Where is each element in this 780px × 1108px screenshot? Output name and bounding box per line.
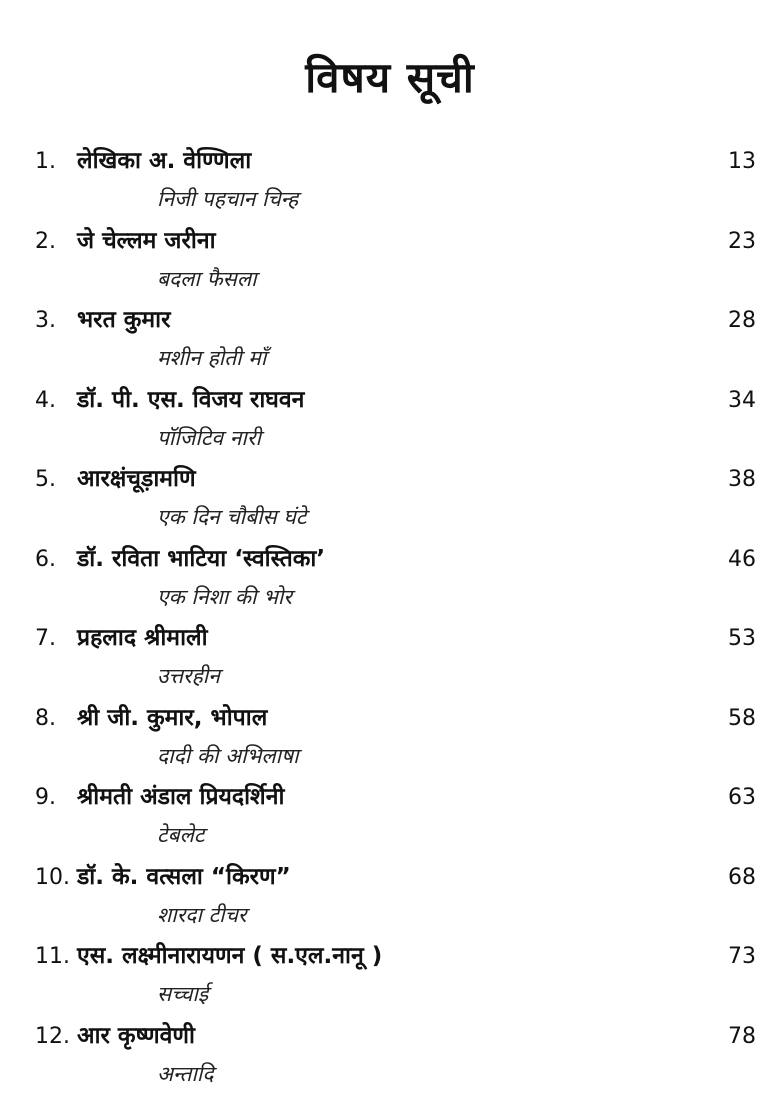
entry-story-title: निजी पहचान चिन्ह [157,187,299,211]
entry-page-number: 58 [728,705,756,731]
entry-number: 6. [35,546,56,572]
entry-story-title: एक निशा की भोर [157,584,292,609]
entry-page-number: 73 [728,944,756,969]
toc-entry-1 [0,140,780,220]
toc-entry-2 [0,220,780,300]
entry-author: डॉ. रविता भाटिया ‘स्वस्तिका’ [77,545,326,572]
entry-story-title: शारदा टीचर [157,902,247,927]
entry-story-title: मशीन होती माँ [157,346,267,370]
page-title: विषय सूची [305,53,475,102]
entry-page-number: 53 [728,626,756,651]
entry-number: 11. [35,944,70,969]
entry-number: 4. [35,387,56,413]
toc-entry-8 [0,697,780,777]
entry-story-title: एक दिन चौबीस घंटे [157,505,307,529]
entry-author: आरक्षंचूड़ामणि [77,466,196,492]
entry-author: डॉ. के. वत्सला “किरण” [77,863,291,890]
entry-story-title: दादी की अभिलाषा [157,743,299,768]
entry-author: आर कृष्णवेणी [77,1022,195,1049]
entry-story-title: बदला फैसला [157,266,257,291]
entry-number: 5. [35,467,56,492]
entry-page-number: 63 [728,785,756,810]
entry-number: 2. [35,228,56,254]
entry-story-title: सच्चाई [157,982,209,1006]
entry-author: डॉ. पी. एस. विजय राघवन [77,386,305,413]
entry-author: एस. लक्ष्मीनारायणन ( स.एल.नानू ) [77,943,383,969]
entry-author: श्री जी. कुमार, भोपाल [77,704,268,731]
entry-author: भरत कुमार [77,307,171,333]
toc-entry-10 [0,856,780,936]
entry-author: लेखिका अ. वेण्णिला [77,148,252,174]
entry-number: 12. [35,1023,70,1049]
entry-number: 3. [35,308,56,333]
entry-page-number: 13 [728,149,756,174]
entry-number: 9. [35,785,56,810]
entry-page-number: 23 [728,228,756,254]
table-of-contents [0,140,780,1094]
toc-entry-7 [0,617,780,697]
entry-number: 10. [35,864,70,890]
entry-story-title: टेबलेट [157,823,205,847]
entry-story-title: उत्तरहीन [157,664,220,688]
entry-page-number: 38 [728,467,756,492]
entry-author: श्रीमती अंडाल प्रियदर्शिनी [77,784,285,810]
entry-author: प्रहलाद श्रीमाली [77,625,208,651]
entry-page-number: 68 [728,864,756,890]
toc-entry-12 [0,1015,780,1095]
entry-story-title: अन्तादि [157,1061,214,1086]
entry-page-number: 28 [728,308,756,333]
entry-number: 7. [35,626,56,651]
toc-entry-6 [0,538,780,618]
entry-page-number: 46 [728,546,756,572]
toc-entry-9 [0,776,780,856]
toc-entry-11 [0,935,780,1015]
toc-entry-5 [0,458,780,538]
entry-page-number: 34 [728,387,756,413]
entry-story-title: पॉजिटिव नारी [157,425,261,450]
entry-author: जे चेल्लम जरीना [77,227,216,254]
entry-page-number: 78 [728,1023,756,1049]
entry-number: 1. [35,149,56,174]
toc-entry-4 [0,379,780,459]
toc-entry-3 [0,299,780,379]
entry-number: 8. [35,705,56,731]
